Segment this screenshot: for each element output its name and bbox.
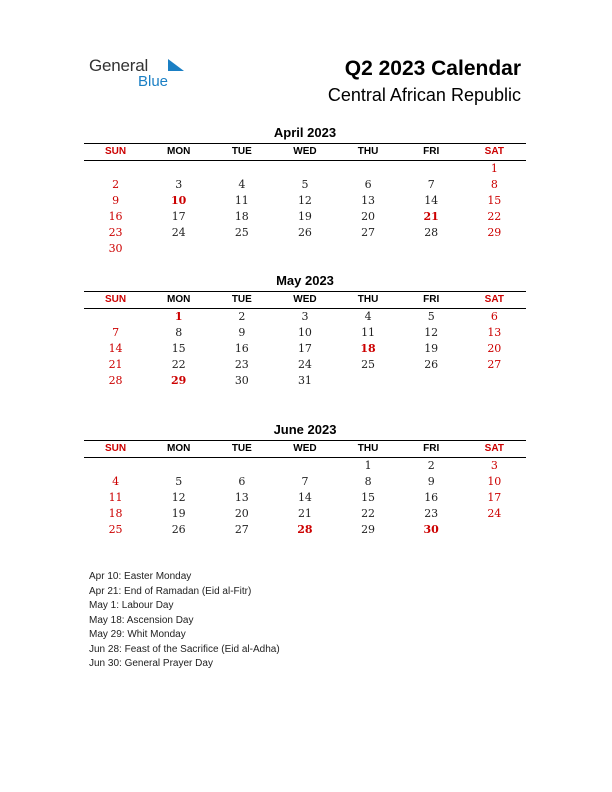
day-cell: 3 xyxy=(301,310,309,323)
holiday-day-cell: 29 xyxy=(171,374,187,387)
day-cell: 20 xyxy=(487,342,502,355)
day-cell: 24 xyxy=(171,226,186,239)
empty-day-cell xyxy=(210,161,273,177)
day-cell: 22 xyxy=(361,507,376,520)
day-cell: 18 xyxy=(108,507,123,520)
day-cell: 13 xyxy=(234,491,249,504)
day-cell: 3 xyxy=(490,459,498,472)
day-cell: 4 xyxy=(364,310,372,323)
weekday-header-row xyxy=(84,291,526,309)
holiday-item: May 18: Ascension Day xyxy=(89,614,194,626)
day-cell: 10 xyxy=(487,475,502,488)
month-june xyxy=(84,422,526,538)
day-cell: 16 xyxy=(424,491,439,504)
day-cell: 8 xyxy=(175,326,183,339)
weekday-wed: WED xyxy=(293,294,317,305)
day-cell: 23 xyxy=(424,507,439,520)
weekday-sun: SUN xyxy=(105,146,127,157)
day-cell: 4 xyxy=(112,475,120,488)
day-cell: 2 xyxy=(427,459,435,472)
day-cell: 29 xyxy=(361,523,376,536)
day-cell: 8 xyxy=(490,178,498,191)
weekday-thu: THU xyxy=(357,294,379,305)
day-cell: 15 xyxy=(487,194,502,207)
day-cell: 25 xyxy=(234,226,249,239)
day-cell: 29 xyxy=(487,226,502,239)
day-cell: 25 xyxy=(361,358,376,371)
holiday-list xyxy=(89,570,280,672)
day-cell: 24 xyxy=(487,507,502,520)
weekday-sat: SAT xyxy=(484,443,504,454)
day-cell: 10 xyxy=(297,326,312,339)
weekday-sun: SUN xyxy=(105,443,127,454)
empty-day-cell xyxy=(84,161,147,177)
logo-flag-icon xyxy=(168,59,184,71)
day-cell: 9 xyxy=(427,475,435,488)
empty-day-cell xyxy=(337,161,400,177)
weekday-tue: TUE xyxy=(231,443,252,454)
weekday-thu: THU xyxy=(357,443,379,454)
weekday-wed: WED xyxy=(293,443,317,454)
holiday-day-cell: 30 xyxy=(423,523,439,536)
holiday-item: Apr 21: End of Ramadan (Eid al-Fitr) xyxy=(89,585,252,597)
day-cell: 12 xyxy=(297,194,312,207)
holiday-day-cell: 1 xyxy=(174,310,183,323)
day-cell: 23 xyxy=(108,226,123,239)
weekday-wed: WED xyxy=(293,146,317,157)
day-cell: 11 xyxy=(108,491,123,504)
day-cell: 12 xyxy=(424,326,439,339)
holiday-day-cell: 21 xyxy=(423,210,439,223)
weekday-sat: SAT xyxy=(484,146,504,157)
day-grid xyxy=(84,458,526,538)
day-cell: 2 xyxy=(238,310,246,323)
day-cell: 27 xyxy=(361,226,376,239)
day-cell: 26 xyxy=(171,523,186,536)
day-cell: 19 xyxy=(297,210,312,223)
day-cell: 25 xyxy=(108,523,123,536)
day-cell: 15 xyxy=(171,342,186,355)
day-cell: 11 xyxy=(234,194,249,207)
day-cell: 27 xyxy=(487,358,502,371)
day-cell: 13 xyxy=(361,194,376,207)
month-title: May 2023 xyxy=(276,273,334,288)
holiday-day-cell: 18 xyxy=(360,342,376,355)
day-cell: 30 xyxy=(234,374,249,387)
holiday-item: Jun 28: Feast of the Sacrifice (Eid al-Adha) xyxy=(89,643,280,655)
day-cell: 28 xyxy=(424,226,439,239)
weekday-fri: FRI xyxy=(423,294,440,305)
weekday-tue: TUE xyxy=(231,294,252,305)
day-cell: 30 xyxy=(108,242,123,255)
day-cell: 17 xyxy=(487,491,502,504)
weekday-sun: SUN xyxy=(105,294,127,305)
day-cell: 22 xyxy=(171,358,186,371)
day-grid xyxy=(84,161,526,257)
generalblue-logo xyxy=(89,56,189,92)
holiday-item: Jun 30: General Prayer Day xyxy=(89,658,213,669)
page-subtitle: Central African Republic xyxy=(327,85,521,105)
day-cell: 2 xyxy=(112,178,120,191)
day-cell: 7 xyxy=(427,178,435,191)
day-cell: 16 xyxy=(108,210,123,223)
day-cell: 7 xyxy=(112,326,120,339)
day-cell: 7 xyxy=(301,475,309,488)
day-cell: 16 xyxy=(234,342,249,355)
empty-day-cell xyxy=(210,458,273,474)
day-cell: 1 xyxy=(490,162,498,175)
month-title: April 2023 xyxy=(273,125,337,140)
day-cell: 26 xyxy=(297,226,312,239)
day-cell: 14 xyxy=(108,342,123,355)
weekday-tue: TUE xyxy=(231,146,252,157)
holiday-day-cell: 10 xyxy=(171,194,187,207)
holiday-item: Apr 10: Easter Monday xyxy=(89,571,192,582)
day-cell: 1 xyxy=(364,459,372,472)
weekday-mon: MON xyxy=(167,146,191,157)
weekday-header-row xyxy=(84,143,526,161)
day-cell: 19 xyxy=(171,507,186,520)
month-may xyxy=(84,273,526,389)
empty-day-cell xyxy=(400,161,463,177)
day-cell: 3 xyxy=(175,178,183,191)
day-cell: 9 xyxy=(112,194,120,207)
logo-blue-text: Blue xyxy=(138,73,169,90)
day-cell: 6 xyxy=(490,310,498,323)
empty-day-cell xyxy=(273,458,336,474)
page-title: Q2 2023 Calendar xyxy=(344,57,521,80)
holiday-item: May 1: Labour Day xyxy=(89,600,174,611)
month-title: June 2023 xyxy=(273,422,337,437)
weekday-mon: MON xyxy=(167,294,191,305)
day-cell: 15 xyxy=(361,491,376,504)
day-cell: 28 xyxy=(108,374,123,387)
day-cell: 11 xyxy=(361,326,376,339)
day-cell: 21 xyxy=(108,358,123,371)
empty-day-cell xyxy=(84,309,147,325)
empty-day-cell xyxy=(147,458,210,474)
empty-day-cell xyxy=(84,458,147,474)
holiday-item: May 29: Whit Monday xyxy=(89,629,186,640)
day-cell: 19 xyxy=(424,342,439,355)
logo-general-text: General xyxy=(89,56,149,75)
day-cell: 24 xyxy=(297,358,312,371)
day-cell: 22 xyxy=(487,210,502,223)
day-cell: 14 xyxy=(424,194,439,207)
weekday-fri: FRI xyxy=(423,443,440,454)
day-cell: 17 xyxy=(297,342,312,355)
day-cell: 20 xyxy=(234,507,249,520)
day-cell: 12 xyxy=(171,491,186,504)
weekday-mon: MON xyxy=(167,443,191,454)
day-cell: 23 xyxy=(234,358,249,371)
day-cell: 6 xyxy=(364,178,372,191)
day-cell: 17 xyxy=(171,210,186,223)
day-cell: 4 xyxy=(238,178,246,191)
day-cell: 26 xyxy=(424,358,439,371)
day-cell: 21 xyxy=(297,507,312,520)
holiday-day-cell: 28 xyxy=(297,523,313,536)
weekday-fri: FRI xyxy=(423,146,440,157)
weekday-thu: THU xyxy=(357,146,379,157)
day-cell: 13 xyxy=(487,326,502,339)
day-cell: 6 xyxy=(238,475,246,488)
day-cell: 5 xyxy=(175,475,183,488)
day-cell: 5 xyxy=(427,310,435,323)
empty-day-cell xyxy=(147,161,210,177)
day-cell: 18 xyxy=(234,210,249,223)
weekday-sat: SAT xyxy=(484,294,504,305)
empty-day-cell xyxy=(273,161,336,177)
day-cell: 27 xyxy=(234,523,249,536)
day-cell: 8 xyxy=(364,475,372,488)
day-cell: 9 xyxy=(238,326,246,339)
day-cell: 31 xyxy=(297,374,312,387)
day-cell: 20 xyxy=(361,210,376,223)
day-grid xyxy=(84,309,526,389)
month-april xyxy=(84,125,526,257)
weekday-header-row xyxy=(84,440,526,458)
day-cell: 14 xyxy=(297,491,312,504)
day-cell: 5 xyxy=(301,178,309,191)
